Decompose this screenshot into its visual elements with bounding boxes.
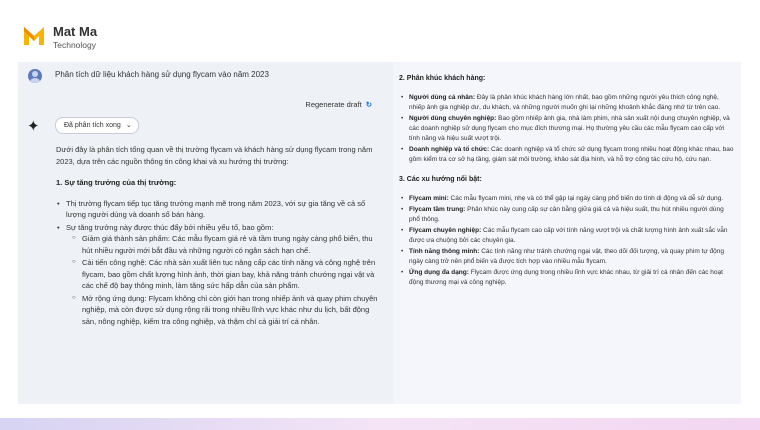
item-label: Ứng dụng đa dạng: bbox=[409, 269, 469, 276]
chevron-down-icon: ⌄ bbox=[125, 122, 132, 129]
section-1-sublist bbox=[66, 233, 380, 327]
item-text: Các tính năng như tránh chướng ngại vật, theo dõi đối tượng, và quay phim tự động ngày càng trở nên phổ biến và được tích hợp vào nhiều mẫu flycam. bbox=[409, 248, 724, 265]
user-message: Phân tích dữ liệu khách hàng sử dụng flycam vào năm 2023 bbox=[55, 70, 269, 79]
item-label: Flycam tầm trung: bbox=[409, 206, 466, 213]
response-content-continued bbox=[399, 74, 735, 298]
item-label: Flycam chuyên nghiệp: bbox=[409, 227, 482, 234]
regenerate-draft-button[interactable] bbox=[305, 100, 372, 109]
item-label: Người dùng chuyên nghiệp: bbox=[409, 115, 497, 122]
sub-list-item: ○ Cải tiến công nghệ: Các nhà sản xuất liên tục nâng cấp các tính năng và công nghệ trên flycam, bao gồm chất lượng hình ảnh, thời gian bay, khả năng tránh chướng ngại vật và các chế độ bay thông minh, làm tăng sức hấp dẫn của sản phẩm. bbox=[82, 257, 380, 292]
item-text: Đây là phân khúc khách hàng lớn nhất, bao gồm những người yêu thích công nghệ, nhiếp ảnh gia nghiệp dư, du khách, và những người muốn ghi lại những khoảnh khắc đáng nhớ từ trên cao. bbox=[409, 94, 721, 111]
item-label: Tính năng thông minh: bbox=[409, 248, 480, 255]
header bbox=[0, 0, 760, 62]
item-text: Các mẫu flycam cao cấp với tính năng vượt trội và chất lượng hình ảnh xuất sắc vẫn được ưa chuộng bởi các chuyên gia. bbox=[409, 227, 728, 244]
item-label: Doanh nghiệp và tổ chức: bbox=[409, 146, 490, 153]
section-3-list bbox=[399, 194, 735, 288]
regenerate-label: Regenerate draft bbox=[305, 100, 362, 109]
status-chip[interactable] bbox=[55, 117, 139, 134]
list-item bbox=[409, 226, 735, 246]
list-item bbox=[66, 222, 380, 328]
item-label: Flycam mini: bbox=[409, 195, 449, 202]
list-item bbox=[409, 194, 735, 204]
sub-list-item: ○ Giảm giá thành sản phẩm: Các mẫu flycam giá rẻ và tầm trung ngày càng phổ biến, thu hút nhiều người mới bắt đầu và những người có ngân sách hạn chế. bbox=[82, 233, 380, 256]
list-item bbox=[409, 205, 735, 225]
chat-left-column bbox=[18, 62, 390, 404]
user-avatar-icon bbox=[28, 69, 42, 83]
sub-list-item: ○ Mở rộng ứng dụng: Flycam không chỉ còn giới hạn trong nhiếp ảnh và quay phim chuyên nghiệp, mà còn được sử dụng rộng rãi trong nhiều lĩnh vực khác như du lịch, bất động sản, nông nghiệp, kiểm tra công nghiệp, và thậm chí cả giải trí cá nhân. bbox=[82, 293, 380, 328]
m-logo-icon bbox=[22, 24, 46, 48]
section-1-list bbox=[56, 198, 380, 328]
brand bbox=[53, 25, 97, 51]
brand-name: Mat Ma bbox=[53, 24, 98, 39]
item-text: Các mẫu flycam mini, nhẹ và có thể gập lại ngày càng phổ biến do tính di động và dễ sử dụng. bbox=[448, 195, 724, 202]
list-item bbox=[409, 93, 735, 113]
list-item-text: Sự tăng trưởng này được thúc đẩy bởi nhiều yếu tố, bao gồm: bbox=[66, 222, 274, 232]
status-chip-label: Đã phân tích xong bbox=[64, 122, 121, 129]
item-label: Người dùng cá nhân: bbox=[409, 94, 476, 101]
list-item: • Thị trường flycam tiếp tục tăng trưởng mạnh mẽ trong năm 2023, với sự gia tăng về cả số lượng người dùng và doanh số bán hàng. bbox=[66, 198, 380, 221]
chat-right-column bbox=[393, 62, 741, 404]
item-text: Flycam được ứng dụng trong nhiều lĩnh vực khác nhau, từ giải trí cá nhân đến các hoạt động thương mại và công nghiệp. bbox=[409, 269, 723, 286]
footer-gradient-bar bbox=[0, 418, 760, 430]
section-2-list bbox=[399, 93, 735, 165]
item-text: Các doanh nghiệp và tổ chức sử dụng flycam trong nhiều hoạt động khác nhau, bao gồm kiểm tra cơ sở hạ tầng, giám sát môi trường, khảo sát địa hình, và hỗ trợ công tác cứu hộ, cứu nạn. bbox=[409, 146, 734, 163]
list-item bbox=[409, 114, 735, 144]
list-item bbox=[409, 145, 735, 165]
item-text: Bao gồm nhiếp ảnh gia, nhà làm phim, nhà sản xuất nội dung chuyên nghiệp, và các doanh nghiệp sử dụng flycam cho mục đích thương mại. Họ thường yêu cầu các mẫu flycam cao cấp với tính năng và hiệu suất vượt trội. bbox=[409, 115, 730, 142]
section-3-title: 3. Các xu hướng nổi bật: bbox=[399, 176, 482, 183]
item-text: Phân khúc này cung cấp sự cân bằng giữa giá cả và hiệu suất, thu hút nhiều người dùng phổ thông. bbox=[409, 206, 724, 223]
response-intro: Dưới đây là phân tích tổng quan về thị trường flycam và khách hàng sử dụng flycam trong năm 2023, dựa trên các nguồn thông tin công khai và xu hướng thị trường: bbox=[56, 145, 373, 166]
response-content bbox=[56, 144, 380, 328]
list-item bbox=[409, 247, 735, 267]
section-1-title: 1. Sự tăng trưởng của thị trường: bbox=[56, 178, 177, 187]
section-2-title: 2. Phân khúc khách hàng: bbox=[399, 75, 486, 82]
refresh-icon: ↻ bbox=[365, 100, 372, 109]
sparkle-icon: ✦ bbox=[27, 118, 40, 135]
brand-subtitle: Technology bbox=[53, 40, 97, 50]
list-item bbox=[409, 268, 735, 288]
